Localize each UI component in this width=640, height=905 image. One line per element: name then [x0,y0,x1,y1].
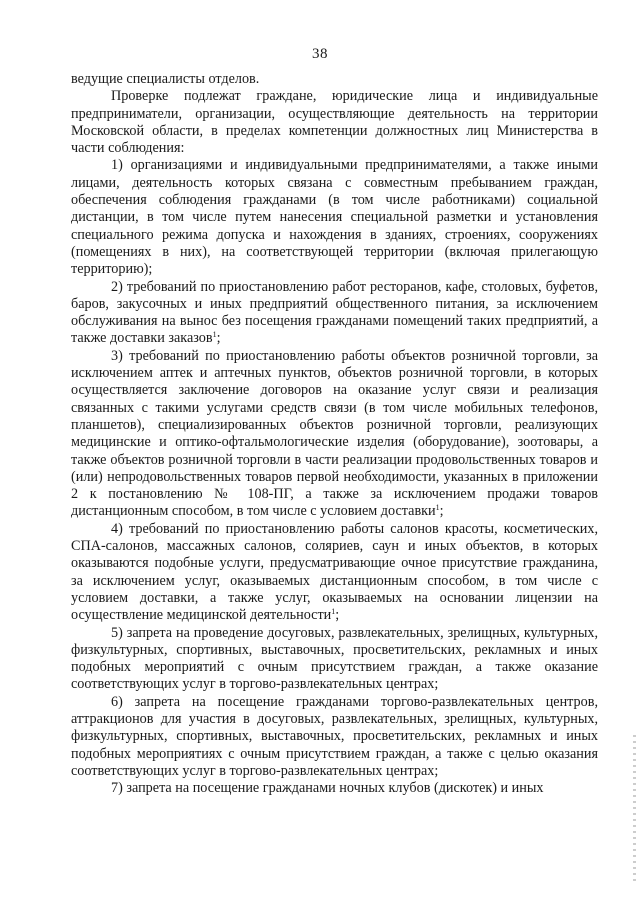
paragraph-text: 5) запрета на проведение досуговых, развлекательных, зрелищных, культурных, физкультурных, спортивных, выставочных, просветительских, рекламных и иных подобных мероприятий с очным присутствием граждан, а также оказание соответствующих услуг в торгово-развлекательных центрах; [71,624,598,693]
document-body [71,71,598,797]
paragraph-text: 2) требований по приостановлению работ ресторанов, кафе, столовых, буфетов, баров, закусочных и иных предприятий общественного питания, за исключением обслуживания на вынос без посещения гражданами помещений таких предприятий, а также доставки заказов [71,278,598,347]
paragraph-1 [71,88,598,157]
scan-margin-artifact [633,735,636,885]
paragraph-tail: ; [439,503,444,520]
paragraph-4 [71,348,598,521]
paragraph-0 [71,71,598,88]
paragraph-7 [71,694,598,780]
paragraph-text: 1) организациями и индивидуальными предпринимателями, а также иными лицами, деятельность которых связана с совместным пребыванием граждан, обеспечения соблюдения гражданами (в том числе работниками) социальной дистанции, в том числе путем нанесения специальной разметки и установления специального режима допуска и нахождения в зданиях, строениях, сооружениях (помещениях в них), на соответствующей территории (включая прилегающую территорию); [71,157,598,278]
paragraph-text: 7) запрета на посещение гражданами ночных клубов (дискотек) и иных [111,780,544,797]
paragraph-5 [71,521,598,625]
footnote-marker: 1 [331,607,336,617]
paragraph-text: 6) запрета на посещение гражданами торгово-развлекательных центров, аттракционов для участия в досуговых, развлекательных, зрелищных, культурных, физкультурных, спортивных, выставочных, просветительских, рекламных и иных подобных мероприятиях с очным присутствием граждан, а также с целью оказания соответствующих услуг в торгово-развлекательных центрах; [71,693,598,779]
paragraph-3 [71,279,598,348]
paragraph-text: ведущие специалисты отделов. [71,71,260,87]
paragraph-6 [71,625,598,694]
paragraph-text: Проверке подлежат граждане, юридические лица и индивидуальные предприниматели, организации, осуществляющие деятельность на территории Московской области, в пределах компетенции должностных лиц Министерства в части соблюдения: [71,88,598,157]
paragraph-2 [71,157,598,278]
footnote-marker: 1 [212,330,217,340]
paragraph-tail: ; [335,607,340,624]
paragraph-text: 4) требований по приостановлению работы салонов красоты, косметических, СПА-салонов, массажных салонов, соляриев, саун и иных объектов, в которых оказываются подобные услуги, предусматривающие очное присутствие гражданина, за исключением услуг, оказываемых дистанционным способом, в том числе с условием доставки, а также услуг, оказываемых на основании лицензии на осуществление медицинской деятельности [71,520,598,624]
paragraph-8 [71,780,598,797]
footnote-marker: 1 [435,503,440,513]
paragraph-tail: ; [216,330,221,347]
paragraph-text: 3) требований по приостановлению работы объектов розничной торговли, за исключением аптек и аптечных пунктов, объектов розничной торговли, в которых осуществляется заключение договоров на оказание услуг связи и реализация связанных с такими услугами средств связи (в том числе мобильных телефонов, планшетов), специализированных объектов розничной торговли, реализующих медицинские и оптико-офтальмологические изделия (оборудование), зоотовары, а также объектов розничной торговли в части реализации продовольственных товаров и (или) непродовольственных товаров первой необходимости, указанных в приложении 2 к постановлению № 108-ПГ, а также за исключением продажи товаров дистанционным способом, в том числе с условием доставки [71,347,598,520]
page-number: 38 [312,46,328,62]
